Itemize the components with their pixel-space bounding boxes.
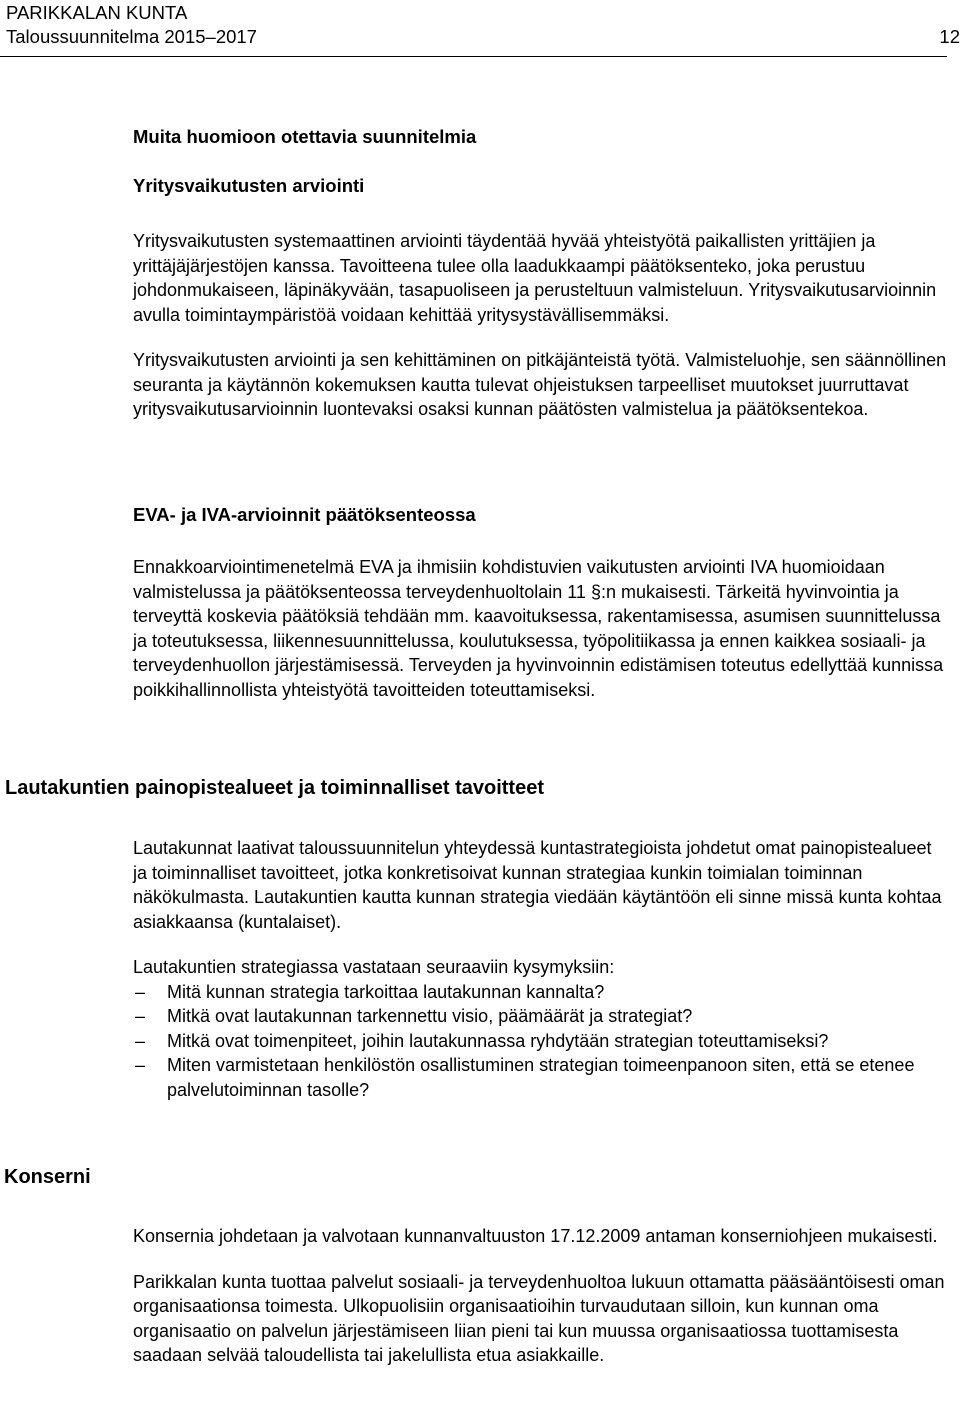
paragraph: Konsernia johdetaan ja valvotaan kunnanvaltuuston 17.12.2009 antaman konserniohjeen mukaisesti.: [133, 1226, 938, 1246]
section-business-impacts: [133, 174, 948, 199]
side-heading-konserni: Konserni: [4, 1166, 91, 1188]
paragraph: Parikkalan kunta tuottaa palvelut sosiaali- ja terveydenhuoltoa lukuun ottamatta pääsääntöisesti oman organisaationsa toimesta. Ulkopuolisiin organisaatioihin turvaudutaan silloin, kun kunnan oma organisaatio on palvelun järjestämiseen liian pieni tai kun muussa organisaatiossa tuottamisesta saadaan selvää taloudellista tai jakelullista etua asiakkaille.: [133, 1271, 945, 1365]
dash-bullet: –: [135, 1006, 146, 1026]
paragraph: Ennakkoarviointimenetelmä EVA ja ihmisiin kohdistuvien vaikutusten arviointi IVA huomioidaan valmistelussa ja päätöksenteossa terveydenhuoltolain 11 §:n mukaisesti. Tärkeitä hyvinvointia ja terveyttä koskevia päätöksiä tehdään mm. kaavoituksessa, rakentamisessa, asumisen suunnittelussa ja toteutuksessa, liikennesuunnittelussa, koulutuksessa, työpolitiikassa ja ennen kaikkea sosiaali- ja terveydenhuollon järjestämisessä. Terveyden ja hyvinvoinnin edistämisen toteutus edellyttää kunnissa poikkihallinnollista yhteistyötä tavoitteiden toteuttamiseksi.: [133, 557, 944, 700]
paragraph: Yritysvaikutusten arviointi ja sen kehittäminen on pitkäjänteistä työtä. Valmisteluohje, sen säännöllinen seuranta ja käytännön kokemuksen kautta tulevat ohjeistuksen tarpeelliset muutokset juurruttavat yritysvaikutusarvioinnin luontevaksi osaksi kunnan päätösten valmistelua ja päätöksentekoa.: [133, 350, 947, 419]
dash-bullet: –: [135, 1055, 146, 1075]
header-divider: [0, 56, 947, 57]
header-organization: PARIKKALAN KUNTA: [6, 2, 188, 23]
list-intro: Lautakuntien strategiassa vastataan seuraaviin kysymyksiin:: [133, 957, 615, 977]
subsection-heading: Yritysvaikutusten arviointi: [133, 175, 365, 196]
list-item: – Mitkä ovat toimenpiteet, joihin lautakunnassa ryhdytään strategian toteuttamiseksi?: [133, 1029, 948, 1054]
dash-bullet: –: [135, 981, 146, 1002]
dash-bullet: –: [135, 1030, 146, 1051]
list-item: – Miten varmistetaan henkilöstön osallistuminen strategian toimeenpanoon siten, että se etenee palvelutoiminnan tasolle?: [135, 1055, 915, 1100]
committees-body: [133, 836, 948, 1102]
paragraph: Yritysvaikutusten systemaattinen arviointi täydentää hyvää yhteistyötä paikallisten yrittäjien ja yrittäjäjärjestöjen kanssa. Tavoitteena tulee olla laadukkaampi päätöksenteko, joka perustuu johdonmukaiseen, läpinäkyvään, tasapuoliseen ja perusteltuun valmisteluun. Yritysvaikutusarvioinnin avulla toimintaympäristöä voidaan kehittää yritysystävällisemmäksi.: [133, 231, 937, 325]
konserni-body: [133, 1224, 948, 1368]
page-number: 12: [939, 26, 960, 47]
list-item: – Mitkä ovat lautakunnan tarkennettu visio, päämäärät ja strategiat?: [133, 1004, 948, 1029]
paragraph: Lautakunnat laativat taloussuunnitelun yhteydessä kuntastrategioista johdetut omat painopistealueet ja toiminnalliset tavoitteet, jotka konkretisoivat kunnan strategiaa kunkin toimialan toiminnan näkökulmasta. Lautakuntien kautta kunnan strategia viedään käytäntöön eli sinne missä kunta kohtaa asiakkaansa (kuntalaiset).: [133, 838, 942, 932]
question-list: [133, 980, 948, 1103]
list-item: – Mitä kunnan strategia tarkoittaa lautakunnan kannalta?: [133, 980, 948, 1005]
page-header: [6, 1, 257, 49]
section-heading: Muita huomioon otettavia suunnitelmia: [133, 126, 477, 147]
subsection-heading: EVA- ja IVA-arvioinnit päätöksenteossa: [133, 504, 476, 525]
section-eva-iva: [133, 503, 948, 528]
header-document-title: Taloussuunnitelma 2015–2017: [6, 26, 257, 47]
eva-iva-body: [133, 555, 948, 702]
chapter-heading: Lautakuntien painopistealueet ja toiminnalliset tavoitteet: [5, 777, 544, 799]
business-impacts-body: [133, 229, 948, 443]
section-other-plans: [133, 125, 948, 150]
